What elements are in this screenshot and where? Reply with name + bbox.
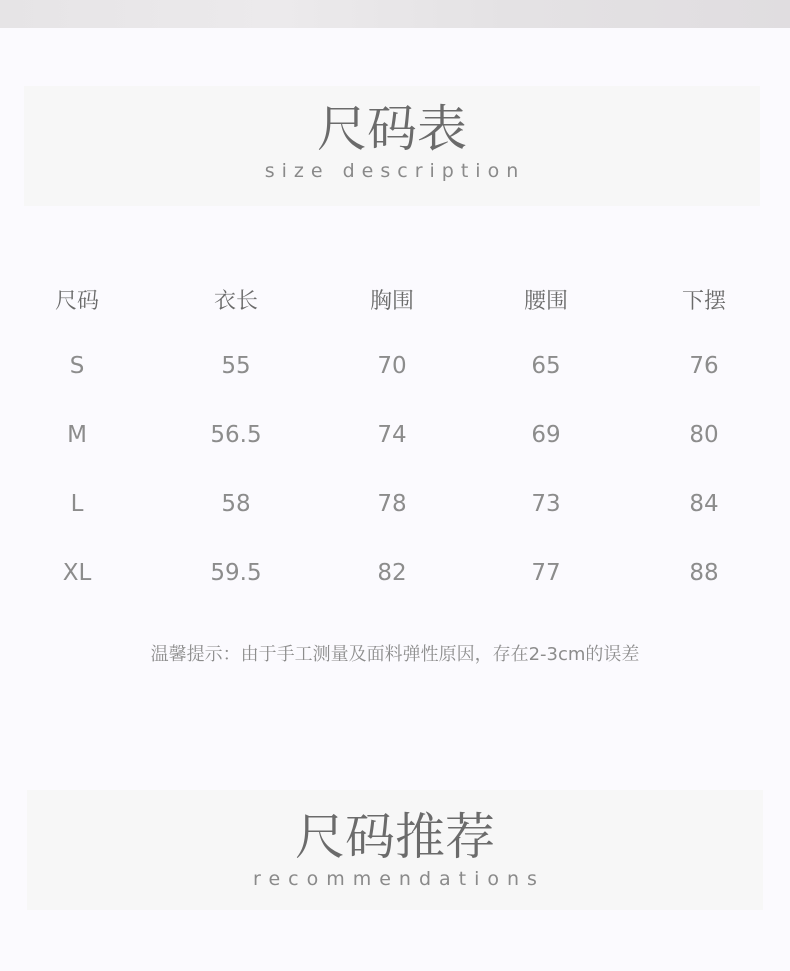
size-chart-banner: [24, 86, 760, 206]
size-chart-subtitle: size description: [264, 160, 526, 182]
table-row: [0, 339, 790, 408]
waist-cell: 65: [531, 353, 561, 379]
measurement-note: 温馨提示：由于手工测量及面料弹性原因，存在2-3cm的误差: [150, 644, 640, 665]
column-header-size: 尺码: [54, 289, 100, 314]
waist-cell: 77: [531, 560, 561, 586]
hem-cell: 88: [689, 560, 719, 586]
table-header-row: [0, 270, 790, 339]
recommendations-subtitle: recommendations: [253, 868, 545, 890]
length-cell: 58: [221, 491, 251, 517]
chest-cell: 74: [377, 422, 407, 448]
chest-cell: 70: [377, 353, 407, 379]
recommendations-title: 尺码推荐: [295, 808, 495, 866]
hem-cell: 76: [689, 353, 719, 379]
size-chart-title: 尺码表: [317, 100, 467, 158]
table-row: [0, 546, 790, 615]
waist-cell: 69: [531, 422, 561, 448]
size-cell: XL: [62, 560, 92, 586]
recommendations-banner: [27, 790, 763, 910]
top-image-strip: [0, 0, 790, 28]
size-cell: L: [70, 491, 84, 517]
column-header-waist: 腰围: [523, 289, 569, 314]
size-cell: S: [69, 353, 85, 379]
column-header-length: 衣长: [213, 289, 259, 314]
column-header-hem: 下摆: [681, 289, 727, 314]
table-row: [0, 477, 790, 546]
size-table: [0, 270, 790, 615]
hem-cell: 80: [689, 422, 719, 448]
length-cell: 56.5: [210, 422, 262, 448]
hem-cell: 84: [689, 491, 719, 517]
size-cell: M: [67, 422, 87, 448]
length-cell: 55: [221, 353, 251, 379]
table-row: [0, 408, 790, 477]
length-cell: 59.5: [210, 560, 262, 586]
waist-cell: 73: [531, 491, 561, 517]
chest-cell: 78: [377, 491, 407, 517]
column-header-chest: 胸围: [369, 289, 415, 314]
chest-cell: 82: [377, 560, 407, 586]
